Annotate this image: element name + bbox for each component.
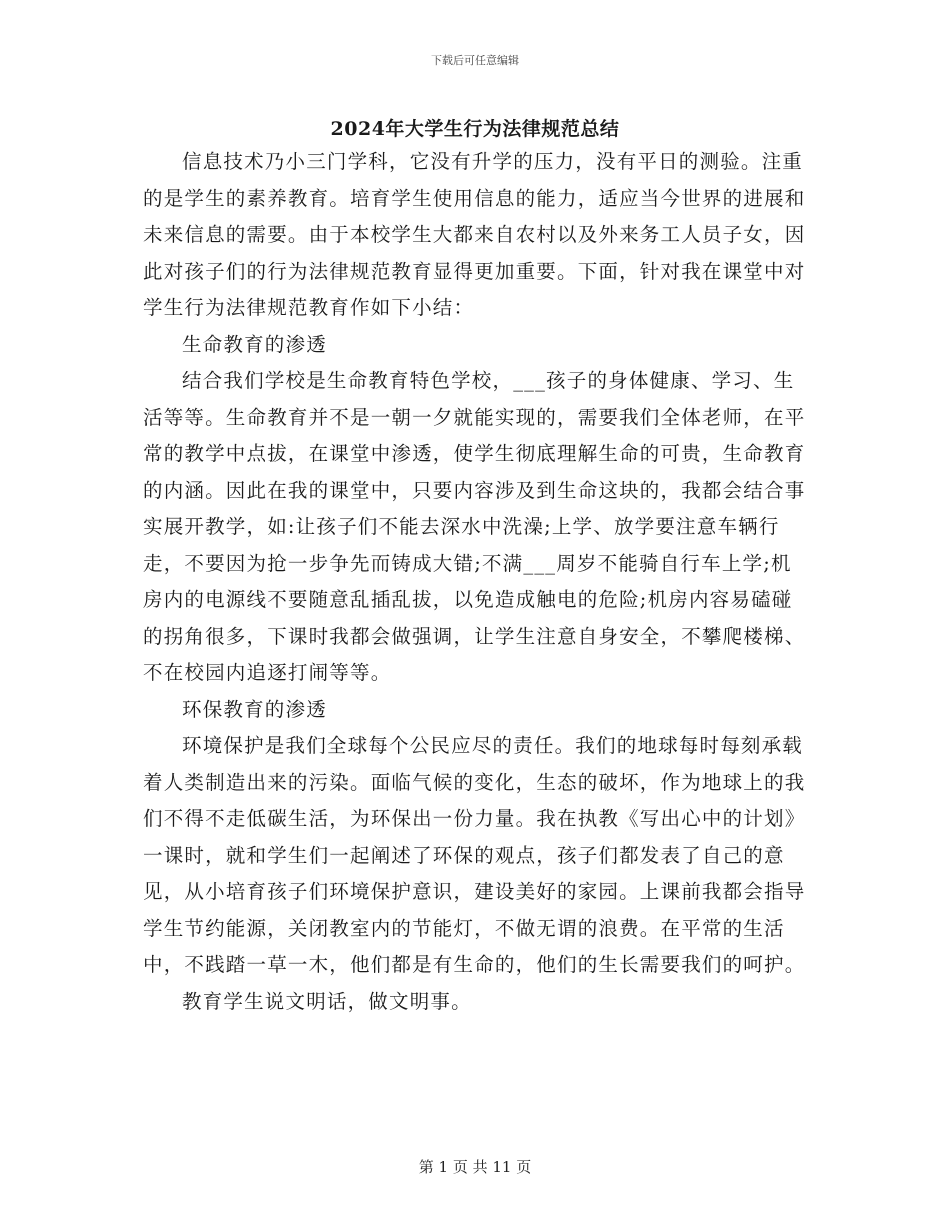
document-body [143, 144, 811, 1020]
section-heading-environmental-education: 环保教育的渗透 [182, 697, 327, 721]
environmental-education-paragraph: 环境保护是我们全球每个公民应尽的责任。我们的地球每时每刻承载着人类制造出来的污染。面临气候的变化，生态的破坏，作为地球上的我们不得不走低碳生活，为环保出一份力量。我在执教《写出心中的计划》一课时，就和学生们一起阐述了环保的观点，孩子们都发表了自己的意见，从小培育孩子们环境保护意识，建设美好的家园。上课前我都会指导学生节约能源，关闭教室内的节能灯，不做无谓的浪费。在平常的生活中，不践踏一草一木，他们都是有生命的，他们的生长需要我们的呵护。 [143, 734, 806, 976]
page-header-note: 下载后可任意编辑 [431, 54, 519, 67]
life-education-paragraph: 结合我们学校是生命教育特色学校，___孩子的身体健康、学习、生活等等。生命教育并不是一朝一夕就能实现的，需要我们全体老师，在平常的教学中点拔，在课堂中渗透，使学生彻底理解生命的可贵，生命教育的内涵。因此在我的课堂中，只要内容涉及到生命这块的，我都会结合事实展开教学，如:让孩子们不能去深水中洗澡;上学、放学要注意车辆行走，不要因为抢一步争先而铸成大错;不满___周岁不能骑自行车上学;机房内的电源线不要随意乱插乱拔，以免造成触电的危险;机房内容易磕碰的拐角很多，下课时我都会做强调，让学生注意自身安全，不攀爬楼梯、不在校园内追逐打闹等等。 [143, 369, 806, 684]
section-heading-civility: 教育学生说文明话，做文明事。 [182, 989, 472, 1013]
page-number: 第 1 页 共 11 页 [418, 1158, 532, 1176]
document-title: 2024年大学生行为法律规范总结 [330, 118, 620, 140]
intro-paragraph: 信息技术乃小三门学科，它没有升学的压力，没有平日的测验。注重的是学生的素养教育。培育学生使用信息的能力，适应当今世界的进展和未来信息的需要。由于本校学生大都来自农村以及外来务工人员子女，因此对孩子们的行为法律规范教育显得更加重要。下面，针对我在课堂中对学生行为法律规范教育作如下小结： [143, 150, 806, 319]
section-heading-life-education: 生命教育的渗透 [182, 332, 327, 356]
